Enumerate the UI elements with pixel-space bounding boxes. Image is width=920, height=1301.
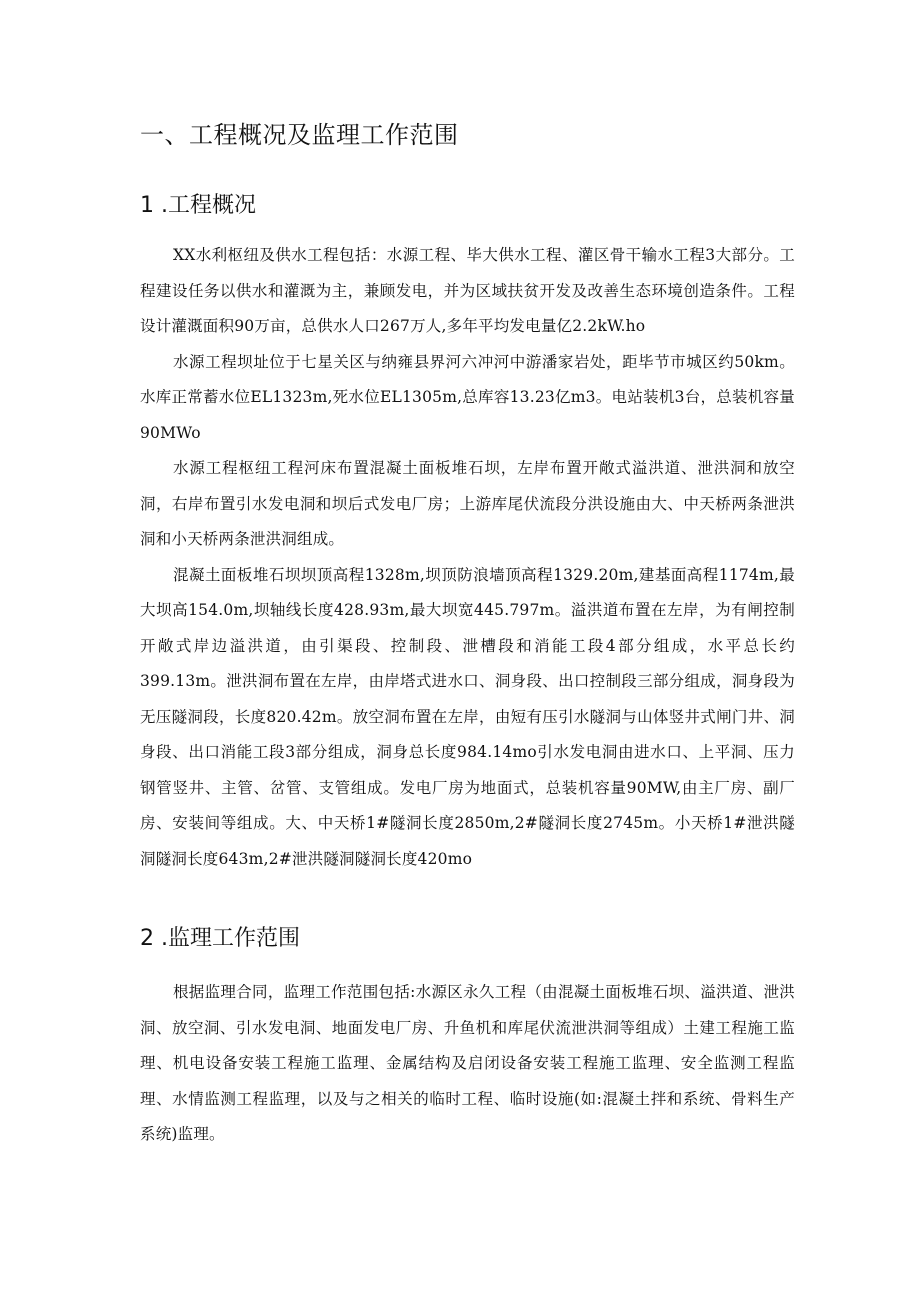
paragraph: 根据监理合同，监理工作范围包括:水源区永久工程（由混凝土面板堆石坝、溢洪道、泄洪洞、放空洞、引水发电洞、地面发电厂房、升鱼机和库尾伏流泄洪洞等组成）土建工程施工监理、机电设备安装工程施工监理、金属结构及启闭设备安装工程施工监理、安全监测工程监理、水情监测工程监理，以及与之相关的临时工程、临时设施(如:混凝土拌和系统、骨料生产系统)监理。	[140, 983, 795, 1143]
section-1-body	[140, 238, 795, 877]
paragraph: 水源工程坝址位于七星关区与纳雍县界河六冲河中游潘家岩处，距毕节市城区约50km。水库正常蓄水位EL1323m,死水位EL1305m,总库容13.23亿m3。电站装机3台，总装机容量90MWo	[140, 352, 795, 442]
paragraph: XX水利枢纽及供水工程包括：水源工程、毕大供水工程、灌区骨干输水工程3大部分。工程建设任务以供水和灌溉为主，兼顾发电，并为区域扶贫开发及改善生态环境创造条件。工程设计灌溉面积90万亩，总供水人口267万人,多年平均发电量亿2.2kW.ho	[140, 246, 795, 335]
paragraph: 水源工程枢纽工程河床布置混凝土面板堆石坝，左岸布置开敞式溢洪道、泄洪洞和放空洞，右岸布置引水发电洞和坝后式发电厂房；上游库尾伏流段分洪设施由大、中天桥两条泄洪洞和小天桥两条泄洪洞组成。	[140, 459, 795, 548]
section-1-heading: 1 .工程概况	[140, 193, 256, 218]
paragraph: 混凝土面板堆石坝坝顶高程1328m,坝顶防浪墙顶高程1329.20m,建基面高程1174m,最大坝高154.0m,坝轴线长度428.93m,最大坝宽445.797m。溢洪道布置在左岸，为有闸控制开敞式岸边溢洪道，由引渠段、控制段、泄槽段和消能工段4部分组成，水平总长约399.13m。泄洪洞布置在左岸，由岸塔式进水口、洞身段、出口控制段三部分组成，洞身段为无压隧洞段，长度820.42m。放空洞布置在左岸，由短有压引水隧洞与山体竖井式闸门井、洞身段、出口消能工段3部分组成，洞身总长度984.14mo引水发电洞由进水口、上平洞、压力钢管竖井、主管、岔管、支管组成。发电厂房为地面式，总装机容量90MW,由主厂房、副厂房、安装间等组成。大、中天桥1#隧洞长度2850m,2#隧洞长度2745m。小天桥1#泄洪隧洞隧洞长度643m,2#泄洪隧洞隧洞长度420mo	[140, 565, 795, 868]
section-2-heading: 2 .监理工作范围	[140, 926, 300, 951]
section-2-body	[140, 975, 795, 1153]
main-heading: 一、工程概况及监理工作范围	[140, 121, 459, 149]
